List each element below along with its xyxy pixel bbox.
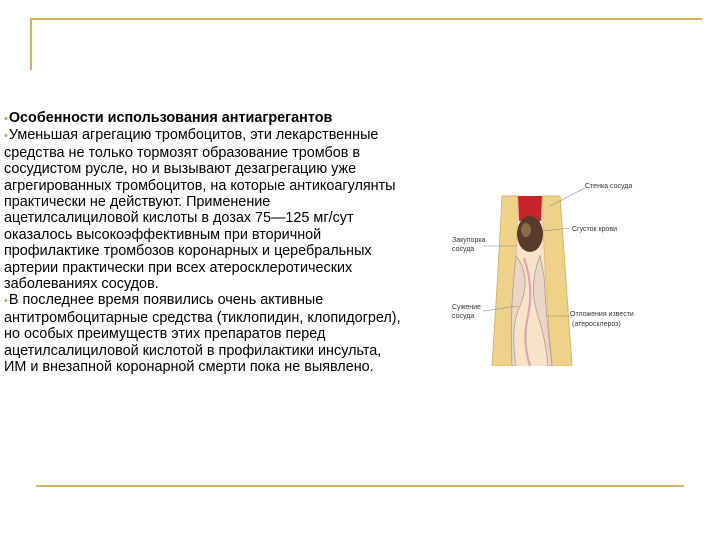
clot-highlight: [521, 223, 531, 237]
label-narrowing-1: Сужение: [452, 304, 481, 311]
decorative-frame-bottom: [36, 485, 684, 487]
label-blockage-1: Закупорка: [452, 237, 486, 244]
decorative-frame-top: [30, 18, 702, 20]
bullet-icon: •: [4, 130, 8, 143]
slide-heading-line: [4, 110, 404, 127]
bullet-icon: •: [4, 295, 8, 308]
label-blockage-2: сосуда: [452, 246, 475, 253]
slide-heading: Особенности использования антиагрегантов: [8, 110, 333, 126]
paragraph-2-line: [4, 292, 404, 375]
vessel-diagram: [420, 176, 636, 366]
slide-text: [4, 110, 404, 376]
vessel-illustration: [420, 176, 636, 366]
decorative-frame-left: [30, 18, 32, 70]
label-blood-clot: Сгусток крови: [572, 226, 618, 233]
label-deposits-2: (атеросклероз): [572, 321, 621, 328]
label-narrowing-2: сосуда: [452, 313, 475, 320]
paragraph-1-line: [4, 127, 404, 292]
bullet-icon: •: [4, 113, 8, 125]
paragraph-2: В последнее время появились очень активные антитромбоцитарные средства (тиклопидин, клопидогрел), но особых преимуществ этих препаратов перед ацетилсалициловой кислотой в профилактики инсульта, ИМ и внезапной коронарной смерти пока не выявлено.: [4, 292, 401, 376]
label-deposits-1: Отложения извести: [570, 311, 634, 318]
label-vessel-wall: Стенка сосуда: [585, 183, 633, 190]
paragraph-1: Уменьшая агрегацию тромбоцитов, эти лекарственные средства не только тормозят образование тромбов в сосудистом русле, но и вызывают дезагрегацию уже агрегированных тромбоцитов, на которые антикоагулянты практически не действуют. Применение ацетилсалициловой кислоты в дозах 75—125 мг/сут оказалось высокоэффективным при вторичной профилактике тромбозов коронарных и церебральных артерии практически при всех атеросклеротических заболеваниях сосудов.: [4, 127, 396, 293]
